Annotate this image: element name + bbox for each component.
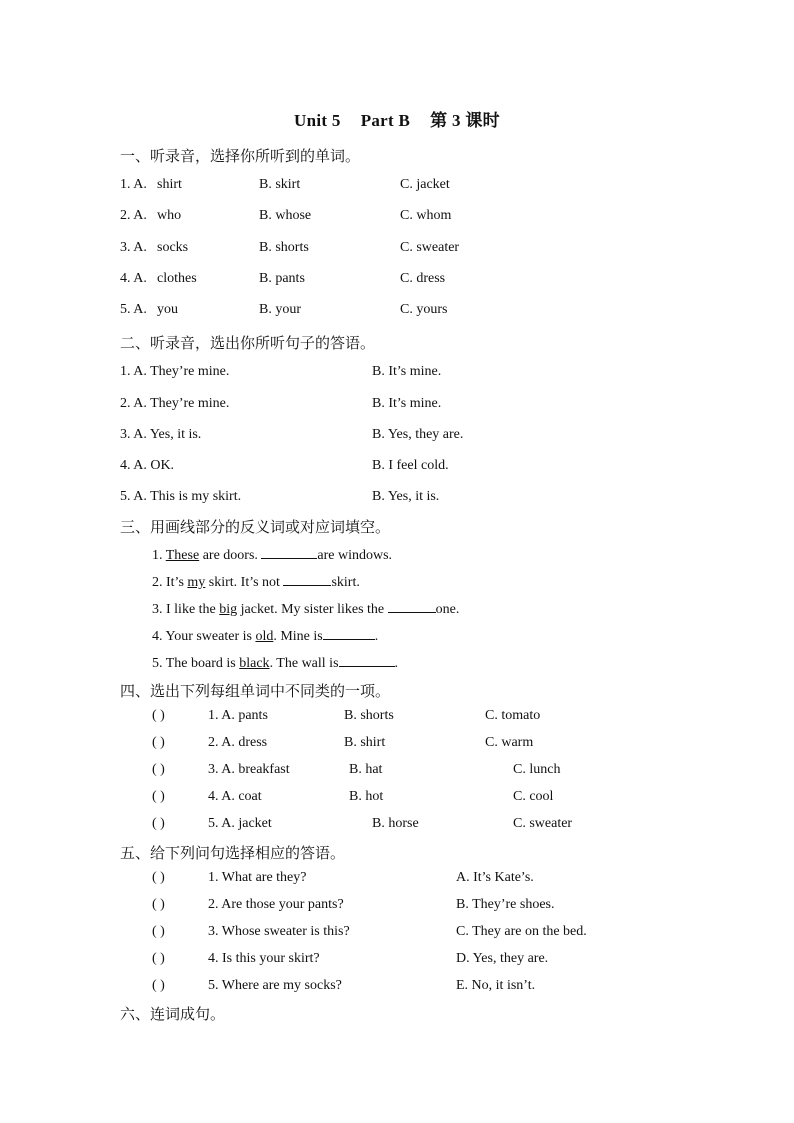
s5-row [0, 897, 794, 917]
s1-option-c: C. yours [400, 302, 448, 317]
answer-parens[interactable]: ( ) [152, 816, 165, 831]
s5-answer: C. They are on the bed. [456, 924, 587, 939]
s4-row [0, 789, 794, 809]
s3-text: are doors. [199, 548, 262, 563]
s3-text: . The wall is [269, 656, 339, 671]
s5-row [0, 924, 794, 944]
s3-text: are windows. [317, 548, 393, 563]
s4-option-c: C. lunch [513, 762, 561, 777]
s4-option-c: C. warm [485, 735, 534, 750]
s3-text: 2. It’s [152, 575, 188, 590]
s1-option-a: who [157, 208, 182, 223]
section1-heading: 一、听录音，选择你所听到的单词。 [120, 149, 361, 165]
answer-blank[interactable] [323, 626, 375, 640]
s1-option-a: socks [157, 240, 189, 255]
s5-question: 5. Where are my socks? [208, 978, 342, 993]
s2-option-b: B. Yes, they are. [372, 427, 464, 442]
s5-question: 4. Is this your skirt? [208, 951, 320, 966]
s5-row [0, 978, 794, 998]
section2-heading: 二、听录音，选出你所听句子的答语。 [120, 336, 376, 352]
s2-option-a: 5. A. This is my skirt. [120, 489, 242, 504]
answer-parens[interactable]: ( ) [152, 897, 165, 912]
s4-option-a: 3. A. breakfast [208, 762, 290, 777]
answer-parens[interactable]: ( ) [152, 708, 165, 723]
s1-row [0, 240, 794, 260]
s3-text: 5. The board is [152, 656, 240, 671]
answer-blank[interactable] [261, 545, 317, 559]
s3-sentence [0, 653, 794, 673]
title-unit: Unit 5 [294, 111, 341, 130]
s3-text: . Mine is [273, 629, 323, 644]
s1-num: 4. A. [120, 271, 147, 286]
s1-option-b: B. skirt [259, 177, 301, 192]
s2-row [0, 427, 794, 447]
s5-question: 3. Whose sweater is this? [208, 924, 350, 939]
answer-parens[interactable]: ( ) [152, 789, 165, 804]
underlined-word: black [239, 656, 270, 671]
answer-parens[interactable]: ( ) [152, 735, 165, 750]
s3-text: 1. [152, 548, 166, 563]
s2-option-b: B. Yes, it is. [372, 489, 440, 504]
s2-option-b: B. It’s mine. [372, 396, 442, 411]
title-part: Part B [360, 111, 411, 130]
s4-option-a: 2. A. dress [208, 735, 268, 750]
underlined-word: big [219, 602, 238, 617]
answer-blank[interactable] [283, 572, 331, 586]
answer-parens[interactable]: ( ) [152, 924, 165, 939]
page-title [0, 106, 794, 131]
s1-option-b: B. pants [259, 271, 305, 286]
s3-text: skirt. [331, 575, 360, 590]
answer-blank[interactable] [339, 653, 395, 667]
underlined-word: old [255, 629, 274, 644]
s4-row [0, 762, 794, 782]
s4-option-a: 1. A. pants [208, 708, 268, 723]
s5-answer: D. Yes, they are. [456, 951, 549, 966]
s1-row [0, 208, 794, 228]
answer-parens[interactable]: ( ) [152, 951, 165, 966]
section4-heading: 四、选出下列每组单词中不同类的一项。 [120, 684, 391, 700]
s4-option-b: B. shorts [344, 708, 394, 723]
s1-num: 2. A. [120, 208, 147, 223]
s1-option-b: B. whose [259, 208, 312, 223]
s3-text: skirt. It’s not [205, 575, 284, 590]
s1-option-c: C. sweater [400, 240, 460, 255]
s1-option-a: shirt [157, 177, 182, 192]
s2-option-b: B. I feel cold. [372, 458, 449, 473]
s2-option-b: B. It’s mine. [372, 364, 442, 379]
s1-num: 1. A. [120, 177, 147, 192]
s2-row [0, 458, 794, 478]
section6-heading: 六、连词成句。 [120, 1007, 226, 1023]
s5-answer: A. It’s Kate’s. [456, 870, 534, 885]
s5-row [0, 870, 794, 890]
s4-row [0, 735, 794, 755]
s4-option-b: B. hot [349, 789, 384, 804]
section3-heading: 三、用画线部分的反义词或对应词填空。 [120, 520, 391, 536]
s5-question: 2. Are those your pants? [208, 897, 344, 912]
s4-option-b: B. hat [349, 762, 383, 777]
s3-sentence [0, 599, 794, 619]
s5-answer: B. They’re shoes. [456, 897, 555, 912]
s3-text: 4. Your sweater is [152, 629, 256, 644]
answer-parens[interactable]: ( ) [152, 762, 165, 777]
s4-option-c: C. sweater [513, 816, 573, 831]
s4-row [0, 816, 794, 836]
s4-option-b: B. horse [372, 816, 419, 831]
title-lesson: 第 3 课时 [430, 111, 500, 130]
s3-text: 3. I like the [152, 602, 220, 617]
s2-option-a: 3. A. Yes, it is. [120, 427, 202, 442]
s4-option-a: 4. A. coat [208, 789, 262, 804]
s2-option-a: 2. A. They’re mine. [120, 396, 230, 411]
s1-num: 5. A. [120, 302, 147, 317]
s2-row [0, 489, 794, 509]
s1-option-a: clothes [157, 271, 197, 286]
s3-sentence [0, 626, 794, 646]
s4-option-c: C. cool [513, 789, 554, 804]
s1-option-c: C. whom [400, 208, 452, 223]
s5-answer: E. No, it isn’t. [456, 978, 536, 993]
s2-option-a: 4. A. OK. [120, 458, 175, 473]
s3-sentence [0, 572, 794, 592]
underlined-word: my [187, 575, 206, 590]
s2-option-a: 1. A. They’re mine. [120, 364, 230, 379]
s1-option-a: you [157, 302, 178, 317]
s1-num: 3. A. [120, 240, 147, 255]
s2-row [0, 364, 794, 384]
s2-row [0, 396, 794, 416]
s3-sentence [0, 545, 794, 565]
s3-text: . [394, 656, 399, 671]
s1-option-b: B. your [259, 302, 301, 317]
s1-row [0, 271, 794, 291]
s5-question: 1. What are they? [208, 870, 307, 885]
answer-parens[interactable]: ( ) [152, 978, 165, 993]
section5-heading: 五、给下列问句选择相应的答语。 [120, 846, 346, 862]
s1-option-c: C. dress [400, 271, 446, 286]
s4-option-a: 5. A. jacket [208, 816, 272, 831]
s1-option-c: C. jacket [400, 177, 450, 192]
s4-option-c: C. tomato [485, 708, 541, 723]
s3-text: one. [435, 602, 460, 617]
underlined-word: These [165, 548, 200, 563]
s5-row [0, 951, 794, 971]
s1-row [0, 302, 794, 322]
s4-row [0, 708, 794, 728]
s1-row [0, 177, 794, 197]
s1-option-b: B. shorts [259, 240, 309, 255]
s4-option-b: B. shirt [344, 735, 386, 750]
answer-parens[interactable]: ( ) [152, 870, 165, 885]
answer-blank[interactable] [388, 599, 436, 613]
s3-text: jacket. My sister likes the [237, 602, 388, 617]
s3-text: . [374, 629, 379, 644]
